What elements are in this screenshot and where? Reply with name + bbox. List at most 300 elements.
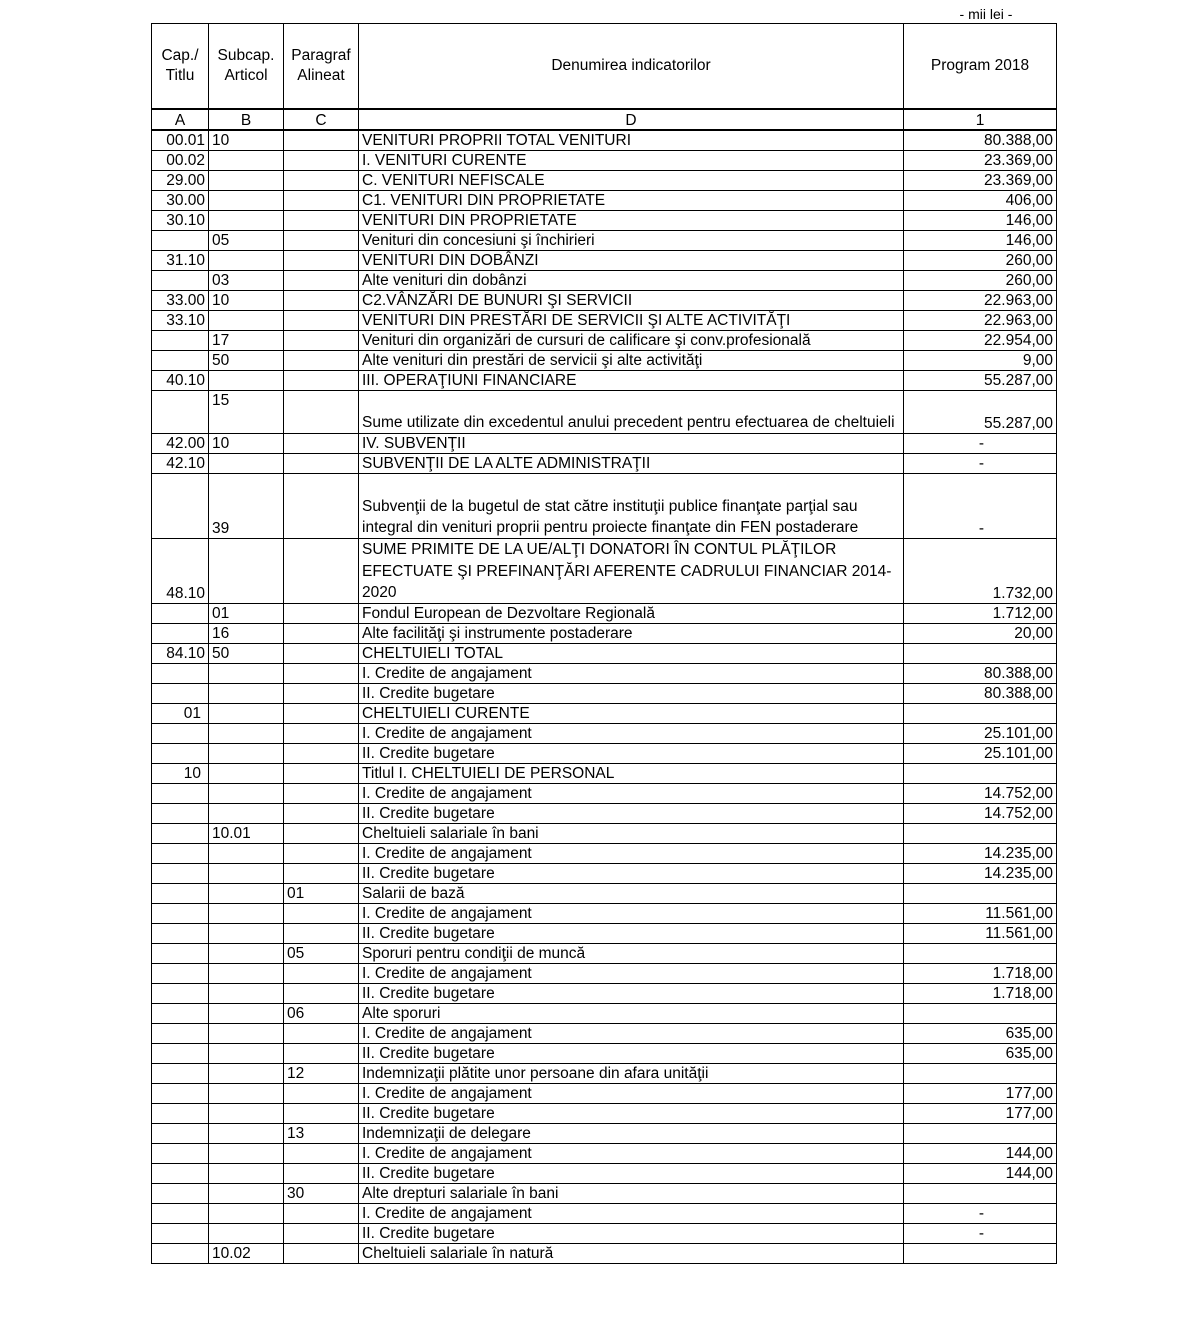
program-value-cell — [904, 704, 1057, 724]
cap-cell: 29.00 — [152, 171, 209, 191]
table-row — [152, 824, 1057, 844]
table-row — [152, 1044, 1057, 1064]
cap-cell — [152, 784, 209, 804]
subcap-cell — [209, 454, 284, 474]
subcap-cell — [209, 371, 284, 391]
cap-cell — [152, 1084, 209, 1104]
subcap-cell — [209, 804, 284, 824]
paragraf-cell — [284, 864, 359, 884]
program-value-cell: 25.101,00 — [904, 744, 1057, 764]
paragraf-cell — [284, 604, 359, 624]
subcap-cell — [209, 1024, 284, 1044]
program-value-cell: 406,00 — [904, 191, 1057, 211]
table-row — [152, 391, 1057, 434]
paragraf-cell — [284, 1244, 359, 1264]
table-row — [152, 684, 1057, 704]
paragraf-cell — [284, 454, 359, 474]
subcap-cell — [209, 251, 284, 271]
paragraf-cell — [284, 964, 359, 984]
denumire-cell: Alte venituri din prestări de servicii şi alte activităţi — [359, 351, 904, 371]
table-row — [152, 311, 1057, 331]
denumire-cell: Venituri din concesiuni şi închirieri — [359, 231, 904, 251]
program-value-cell: 55.287,00 — [904, 391, 1057, 434]
paragraf-cell — [284, 391, 359, 434]
cap-cell — [152, 824, 209, 844]
denumire-cell: Cheltuieli salariale în natură — [359, 1244, 904, 1264]
program-value-cell: 22.963,00 — [904, 291, 1057, 311]
paragraf-cell — [284, 271, 359, 291]
paragraf-cell — [284, 351, 359, 371]
subcap-cell — [209, 864, 284, 884]
denumire-cell: Venituri din organizări de cursuri de calificare şi conv.profesională — [359, 331, 904, 351]
program-value-cell — [904, 1244, 1057, 1264]
subcap-cell: 39 — [209, 474, 284, 539]
denumire-cell: II. Credite bugetare — [359, 684, 904, 704]
denumire-cell: II. Credite bugetare — [359, 1044, 904, 1064]
program-value-cell: 177,00 — [904, 1084, 1057, 1104]
denumire-cell: C. VENITURI NEFISCALE — [359, 171, 904, 191]
table-row — [152, 191, 1057, 211]
denumire-cell: I. Credite de angajament — [359, 784, 904, 804]
header-paragraf: Paragraf Alineat — [284, 24, 359, 110]
cap-cell — [152, 1164, 209, 1184]
program-value-cell: 1.712,00 — [904, 604, 1057, 624]
table-row — [152, 1064, 1057, 1084]
program-value-cell: 23.369,00 — [904, 151, 1057, 171]
paragraf-cell — [284, 724, 359, 744]
denumire-cell: Indemnizaţii de delegare — [359, 1124, 904, 1144]
denumire-cell: II. Credite bugetare — [359, 1104, 904, 1124]
table-row — [152, 1244, 1057, 1264]
denumire-cell: I. Credite de angajament — [359, 1204, 904, 1224]
paragraf-cell — [284, 744, 359, 764]
cap-cell — [152, 604, 209, 624]
cap-cell — [152, 474, 209, 539]
table-row — [152, 704, 1057, 724]
denumire-cell: I. VENITURI CURENTE — [359, 151, 904, 171]
subcap-cell: 10.01 — [209, 824, 284, 844]
paragraf-cell — [284, 211, 359, 231]
paragraf-cell — [284, 291, 359, 311]
subcap-cell: 01 — [209, 604, 284, 624]
table-row — [152, 1104, 1057, 1124]
table-row — [152, 434, 1057, 454]
cap-cell — [152, 1024, 209, 1044]
program-value-cell: - — [904, 1224, 1057, 1244]
denumire-cell: VENITURI DIN DOBÂNZI — [359, 251, 904, 271]
table-row — [152, 1004, 1057, 1024]
cap-cell — [152, 1144, 209, 1164]
subcap-cell — [209, 539, 284, 604]
denumire-cell: II. Credite bugetare — [359, 1224, 904, 1244]
subcap-cell — [209, 1064, 284, 1084]
paragraf-cell — [284, 624, 359, 644]
cap-cell — [152, 924, 209, 944]
cap-cell — [152, 1064, 209, 1084]
cap-cell — [152, 1044, 209, 1064]
cap-cell — [152, 231, 209, 251]
table-row — [152, 331, 1057, 351]
table-row — [152, 251, 1057, 271]
subcap-cell — [209, 784, 284, 804]
denumire-cell: IV. SUBVENŢII — [359, 434, 904, 454]
paragraf-cell — [284, 130, 359, 151]
denumire-cell: I. Credite de angajament — [359, 1084, 904, 1104]
subcap-cell — [209, 151, 284, 171]
paragraf-cell — [284, 331, 359, 351]
program-value-cell — [904, 764, 1057, 784]
cap-cell — [152, 1244, 209, 1264]
table-row — [152, 351, 1057, 371]
paragraf-cell — [284, 191, 359, 211]
program-value-cell: 1.718,00 — [904, 984, 1057, 1004]
program-value-cell: 25.101,00 — [904, 724, 1057, 744]
program-value-cell: 20,00 — [904, 624, 1057, 644]
program-value-cell: - — [904, 474, 1057, 539]
program-value-cell — [904, 944, 1057, 964]
denumire-cell: SUME PRIMITE DE LA UE/ALŢI DONATORI ÎN CONTUL PLĂŢILOR EFECTUATE ŞI PREFINANŢĂRI AFERENTE CADRULUI FINANCIAR 2014-2020 — [359, 539, 904, 604]
subcap-cell — [209, 724, 284, 744]
denumire-cell: I. Credite de angajament — [359, 664, 904, 684]
paragraf-cell: 06 — [284, 1004, 359, 1024]
cap-cell — [152, 964, 209, 984]
denumire-cell: III. OPERAŢIUNI FINANCIARE — [359, 371, 904, 391]
denumire-cell: VENITURI DIN PRESTĂRI DE SERVICII ŞI ALTE ACTIVITĂŢI — [359, 311, 904, 331]
table-row — [152, 804, 1057, 824]
denumire-cell: Subvenţii de la bugetul de stat către instituţii publice finanţate parţial sau integral din venituri proprii pentru proiecte finanţate din FEN postaderare — [359, 474, 904, 539]
table-row — [152, 724, 1057, 744]
paragraf-cell: 01 — [284, 884, 359, 904]
table-row — [152, 744, 1057, 764]
cap-cell: 30.10 — [152, 211, 209, 231]
cap-cell: 48.10 — [152, 539, 209, 604]
denumire-cell: I. Credite de angajament — [359, 904, 904, 924]
subcap-cell — [209, 211, 284, 231]
subcap-cell: 10 — [209, 291, 284, 311]
paragraf-cell: 12 — [284, 1064, 359, 1084]
cap-cell — [152, 271, 209, 291]
subcap-cell — [209, 944, 284, 964]
denumire-cell: C1. VENITURI DIN PROPRIETATE — [359, 191, 904, 211]
denumire-cell: I. Credite de angajament — [359, 724, 904, 744]
table-row — [152, 1144, 1057, 1164]
cap-cell — [152, 664, 209, 684]
cap-cell — [152, 884, 209, 904]
program-value-cell: 9,00 — [904, 351, 1057, 371]
paragraf-cell — [284, 804, 359, 824]
paragraf-cell — [284, 904, 359, 924]
denumire-cell: Salarii de bază — [359, 884, 904, 904]
table-row — [152, 664, 1057, 684]
subcap-cell — [209, 924, 284, 944]
cap-cell — [152, 904, 209, 924]
subcap-cell — [209, 1084, 284, 1104]
paragraf-cell — [284, 1084, 359, 1104]
denumire-cell: Alte sporuri — [359, 1004, 904, 1024]
denumire-cell: CHELTUIELI CURENTE — [359, 704, 904, 724]
cap-cell — [152, 331, 209, 351]
program-value-cell: 260,00 — [904, 271, 1057, 291]
program-value-cell — [904, 824, 1057, 844]
subcap-cell: 17 — [209, 331, 284, 351]
cap-cell — [152, 1104, 209, 1124]
program-value-cell: 635,00 — [904, 1024, 1057, 1044]
table-row — [152, 151, 1057, 171]
table-row — [152, 884, 1057, 904]
table-row — [152, 130, 1057, 151]
table-row — [152, 271, 1057, 291]
table-row — [152, 844, 1057, 864]
cap-cell: 84.10 — [152, 644, 209, 664]
paragraf-cell — [284, 704, 359, 724]
subcap-cell — [209, 1124, 284, 1144]
table-body — [152, 130, 1057, 1264]
paragraf-cell — [284, 151, 359, 171]
paragraf-cell: 05 — [284, 944, 359, 964]
program-value-cell: 11.561,00 — [904, 904, 1057, 924]
program-value-cell: 144,00 — [904, 1164, 1057, 1184]
paragraf-cell — [284, 1204, 359, 1224]
cap-cell: 00.01 — [152, 130, 209, 151]
subcap-cell: 16 — [209, 624, 284, 644]
table-row — [152, 764, 1057, 784]
subcap-cell — [209, 1204, 284, 1224]
subcap-cell — [209, 191, 284, 211]
denumire-cell: Titlul I. CHELTUIELI DE PERSONAL — [359, 764, 904, 784]
cap-cell — [152, 724, 209, 744]
subcap-cell: 15 — [209, 391, 284, 434]
paragraf-cell — [284, 1164, 359, 1184]
denumire-cell: VENITURI PROPRII TOTAL VENITURI — [359, 130, 904, 151]
subcap-cell — [209, 1224, 284, 1244]
table-row — [152, 454, 1057, 474]
subcap-cell: 50 — [209, 644, 284, 664]
column-letters-row — [152, 109, 1057, 130]
table-row — [152, 1024, 1057, 1044]
paragraf-cell — [284, 251, 359, 271]
paragraf-cell — [284, 1104, 359, 1124]
program-value-cell: 14.752,00 — [904, 784, 1057, 804]
table-row — [152, 474, 1057, 539]
denumire-cell: C2.VÂNZĂRI DE BUNURI ŞI SERVICII — [359, 291, 904, 311]
cap-cell — [152, 624, 209, 644]
program-value-cell: 55.287,00 — [904, 371, 1057, 391]
paragraf-cell — [284, 784, 359, 804]
program-value-cell: 22.963,00 — [904, 311, 1057, 331]
letter-d: D — [359, 109, 904, 130]
denumire-cell: II. Credite bugetare — [359, 744, 904, 764]
paragraf-cell — [284, 539, 359, 604]
subcap-cell — [209, 904, 284, 924]
table-row — [152, 171, 1057, 191]
paragraf-cell — [284, 1024, 359, 1044]
cap-cell: 33.00 — [152, 291, 209, 311]
subcap-cell: 10 — [209, 130, 284, 151]
paragraf-cell — [284, 474, 359, 539]
program-value-cell: 80.388,00 — [904, 664, 1057, 684]
subcap-cell: 50 — [209, 351, 284, 371]
paragraf-cell — [284, 684, 359, 704]
program-value-cell: 1.718,00 — [904, 964, 1057, 984]
denumire-cell: Alte venituri din dobânzi — [359, 271, 904, 291]
paragraf-cell — [284, 824, 359, 844]
paragraf-cell: 30 — [284, 1184, 359, 1204]
program-value-cell: 23.369,00 — [904, 171, 1057, 191]
table-row — [152, 1084, 1057, 1104]
paragraf-cell — [284, 434, 359, 454]
cap-cell: 42.00 — [152, 434, 209, 454]
paragraf-cell — [284, 371, 359, 391]
table-row — [152, 291, 1057, 311]
table-row — [152, 539, 1057, 604]
program-value-cell: 635,00 — [904, 1044, 1057, 1064]
subcap-cell — [209, 984, 284, 1004]
subcap-cell — [209, 684, 284, 704]
program-value-cell: 80.388,00 — [904, 130, 1057, 151]
paragraf-cell — [284, 231, 359, 251]
subcap-cell — [209, 1144, 284, 1164]
paragraf-cell — [284, 171, 359, 191]
letter-c: C — [284, 109, 359, 130]
table-row — [152, 1224, 1057, 1244]
denumire-cell: II. Credite bugetare — [359, 864, 904, 884]
table-row — [152, 1184, 1057, 1204]
table-row — [152, 1164, 1057, 1184]
table-row — [152, 984, 1057, 1004]
program-value-cell: 177,00 — [904, 1104, 1057, 1124]
header-cap: Cap./ Titlu — [152, 24, 209, 110]
denumire-cell: Indemnizaţii plătite unor persoane din afara unităţii — [359, 1064, 904, 1084]
cap-cell: 40.10 — [152, 371, 209, 391]
table-row — [152, 1204, 1057, 1224]
paragraf-cell — [284, 664, 359, 684]
subcap-cell — [209, 764, 284, 784]
cap-cell — [152, 1004, 209, 1024]
subcap-cell — [209, 744, 284, 764]
denumire-cell: I. Credite de angajament — [359, 964, 904, 984]
table-row — [152, 371, 1057, 391]
program-value-cell: - — [904, 454, 1057, 474]
denumire-cell: II. Credite bugetare — [359, 1164, 904, 1184]
cap-cell — [152, 984, 209, 1004]
budget-table — [151, 23, 1057, 1264]
table-row — [152, 964, 1057, 984]
denumire-cell: II. Credite bugetare — [359, 984, 904, 1004]
letter-b: B — [209, 109, 284, 130]
header-row — [152, 24, 1057, 110]
subcap-cell — [209, 964, 284, 984]
paragraf-cell — [284, 924, 359, 944]
subcap-cell: 05 — [209, 231, 284, 251]
subcap-cell — [209, 704, 284, 724]
table-row — [152, 924, 1057, 944]
denumire-cell: Sume utilizate din excedentul anului precedent pentru efectuarea de cheltuieli — [359, 391, 904, 434]
paragraf-cell — [284, 1044, 359, 1064]
cap-cell — [152, 1224, 209, 1244]
denumire-cell: II. Credite bugetare — [359, 924, 904, 944]
denumire-cell: II. Credite bugetare — [359, 804, 904, 824]
program-value-cell: 14.752,00 — [904, 804, 1057, 824]
cap-cell: 33.10 — [152, 311, 209, 331]
paragraf-cell — [284, 764, 359, 784]
program-value-cell — [904, 1004, 1057, 1024]
denumire-cell: VENITURI DIN PROPRIETATE — [359, 211, 904, 231]
cap-cell — [152, 844, 209, 864]
paragraf-cell: 13 — [284, 1124, 359, 1144]
table-row — [152, 904, 1057, 924]
denumire-cell: Alte facilităţi şi instrumente postaderare — [359, 624, 904, 644]
cap-cell: 42.10 — [152, 454, 209, 474]
cap-cell — [152, 1204, 209, 1224]
subcap-cell — [209, 844, 284, 864]
table-row — [152, 944, 1057, 964]
program-value-cell: - — [904, 1204, 1057, 1224]
subcap-cell — [209, 171, 284, 191]
cap-cell — [152, 804, 209, 824]
subcap-cell — [209, 1104, 284, 1124]
cap-cell — [152, 1124, 209, 1144]
header-denumire: Denumirea indicatorilor — [359, 24, 904, 110]
table-row — [152, 784, 1057, 804]
program-value-cell — [904, 1124, 1057, 1144]
program-value-cell: 144,00 — [904, 1144, 1057, 1164]
denumire-cell: Fondul European de Dezvoltare Regională — [359, 604, 904, 624]
program-value-cell: 11.561,00 — [904, 924, 1057, 944]
table-row — [152, 624, 1057, 644]
subcap-cell: 03 — [209, 271, 284, 291]
denumire-cell: Alte drepturi salariale în bani — [359, 1184, 904, 1204]
subcap-cell — [209, 1044, 284, 1064]
table-row — [152, 1124, 1057, 1144]
cap-cell — [152, 351, 209, 371]
table-row — [152, 864, 1057, 884]
denumire-cell: I. Credite de angajament — [359, 1144, 904, 1164]
paragraf-cell — [284, 844, 359, 864]
header-subcap: Subcap. Articol — [209, 24, 284, 110]
paragraf-cell — [284, 1144, 359, 1164]
subcap-cell — [209, 664, 284, 684]
denumire-cell: I. Credite de angajament — [359, 844, 904, 864]
program-value-cell — [904, 1064, 1057, 1084]
cap-cell: 30.00 — [152, 191, 209, 211]
table-row — [152, 211, 1057, 231]
program-value-cell — [904, 644, 1057, 664]
cap-cell: 01 — [152, 704, 209, 724]
program-value-cell: 146,00 — [904, 211, 1057, 231]
program-value-cell — [904, 1184, 1057, 1204]
program-value-cell: 14.235,00 — [904, 844, 1057, 864]
subcap-cell — [209, 1164, 284, 1184]
table-row — [152, 604, 1057, 624]
denumire-cell: SUBVENŢII DE LA ALTE ADMINISTRAŢII — [359, 454, 904, 474]
cap-cell — [152, 744, 209, 764]
paragraf-cell — [284, 984, 359, 1004]
table-row — [152, 644, 1057, 664]
cap-cell — [152, 944, 209, 964]
paragraf-cell — [284, 644, 359, 664]
cap-cell — [152, 1184, 209, 1204]
cap-cell — [152, 684, 209, 704]
cap-cell: 31.10 — [152, 251, 209, 271]
cap-cell — [152, 864, 209, 884]
denumire-cell: CHELTUIELI TOTAL — [359, 644, 904, 664]
subcap-cell — [209, 1184, 284, 1204]
program-value-cell: 260,00 — [904, 251, 1057, 271]
subcap-cell — [209, 311, 284, 331]
unit-label: - mii lei - — [959, 6, 1013, 22]
header-program: Program 2018 — [904, 24, 1057, 110]
subcap-cell — [209, 884, 284, 904]
